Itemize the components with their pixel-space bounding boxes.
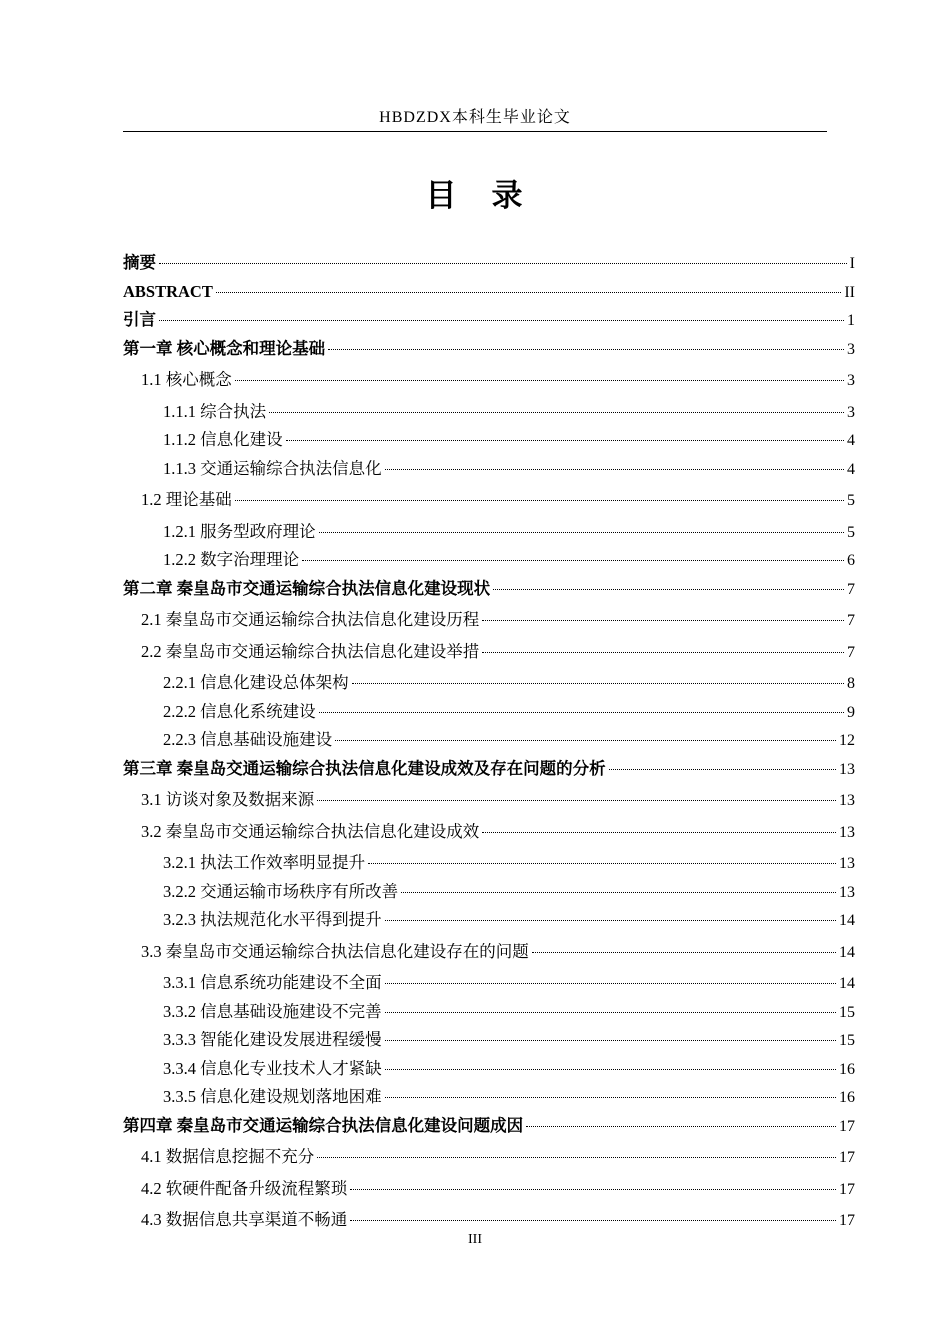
page-footer (0, 1232, 950, 1248)
toc-entry-label: 第三章 秦皇岛交通运输综合执法信息化建设成效及存在问题的分析 (123, 758, 606, 778)
dot-leader (350, 1220, 836, 1221)
toc-entry-label: 3.2.2 交通运输市场秩序有所改善 (163, 881, 399, 901)
dot-leader (159, 320, 844, 321)
toc-entry[interactable] (123, 755, 855, 784)
toc-entry[interactable] (123, 998, 855, 1027)
toc-entry-label: 3.3.5 信息化建设规划落地困难 (163, 1087, 382, 1106)
toc-entry[interactable] (123, 249, 855, 278)
toc-entry-page: 6 (847, 552, 855, 569)
dot-leader (526, 1126, 836, 1127)
dot-leader (482, 620, 844, 621)
dot-leader (235, 500, 844, 501)
page-title: 目 录 (425, 178, 525, 213)
toc-entry-label: 第四章 秦皇岛市交通运输综合执法信息化建设问题成因 (123, 1115, 524, 1135)
dot-leader (401, 892, 836, 893)
toc-entry-page: 7 (847, 580, 855, 598)
toc-entry-label: 1.2.2 数字治理理论 (163, 550, 300, 569)
dot-leader (216, 292, 841, 293)
dot-leader (609, 769, 836, 770)
toc-entry-page: 3 (847, 403, 855, 421)
dot-leader (385, 1069, 836, 1070)
toc-entry-page: 14 (839, 912, 855, 929)
footer-page-number: III (468, 1232, 482, 1247)
toc-entry-label: 3.2 秦皇岛市交通运输综合执法信息化建设成效 (141, 821, 480, 841)
toc-entry[interactable] (123, 366, 855, 395)
toc-entry[interactable] (123, 278, 855, 307)
toc-entry-label: 2.1 秦皇岛市交通运输综合执法信息化建设历程 (141, 610, 480, 629)
dot-leader (159, 263, 847, 264)
toc-entry[interactable] (123, 606, 855, 635)
toc-entry-page: 12 (839, 732, 855, 749)
toc-entry-label: 2.2.1 信息化建设总体架构 (163, 673, 349, 692)
toc-entry-page: 17 (839, 1117, 855, 1135)
toc-entry-page: 15 (839, 1032, 855, 1049)
toc-entry[interactable] (123, 1055, 855, 1084)
toc-entry-label: 3.3 秦皇岛市交通运输综合执法信息化建设存在的问题 (141, 941, 529, 961)
toc-entry[interactable] (123, 849, 855, 878)
toc-entry[interactable] (123, 1083, 855, 1112)
toc-entry-label: 4.2 软硬件配备升级流程繁琐 (141, 1178, 348, 1198)
toc-entry[interactable] (123, 669, 855, 698)
toc-entry-label: 4.3 数据信息共享渠道不畅通 (141, 1210, 348, 1229)
toc-entry-page: 16 (839, 1060, 855, 1078)
dot-leader (269, 412, 844, 413)
toc-entry[interactable] (123, 938, 855, 967)
toc-entry-page: 17 (839, 1149, 855, 1166)
toc-entry[interactable] (123, 1175, 855, 1204)
toc-entry-page: 9 (847, 703, 855, 721)
toc-entry-label: 摘要 (123, 253, 156, 272)
dot-leader (482, 652, 844, 653)
dot-leader (482, 832, 836, 833)
toc-entry-page: 8 (847, 675, 855, 692)
toc-entry-page: 13 (839, 792, 855, 809)
dot-leader (235, 380, 844, 381)
toc-entry-label: 第一章 核心概念和理论基础 (123, 338, 326, 358)
dot-leader (335, 740, 836, 741)
toc-entry-page: 5 (847, 492, 855, 509)
toc-entry[interactable] (123, 575, 855, 604)
toc-entry[interactable] (123, 786, 855, 815)
dot-leader (385, 1040, 836, 1041)
toc-entry-page: 1 (847, 312, 855, 329)
toc-entry[interactable] (123, 1026, 855, 1055)
toc-entry-label: 3.2.3 执法规范化水平得到提升 (163, 910, 382, 929)
toc-entry-label: 2.2.2 信息化系统建设 (163, 701, 316, 721)
toc-entry[interactable] (123, 398, 855, 427)
toc-entry[interactable] (123, 518, 855, 547)
toc-entry[interactable] (123, 455, 855, 484)
toc-entry[interactable] (123, 878, 855, 907)
toc-entry-page: 3 (847, 340, 855, 358)
toc-entry-page: 14 (839, 975, 855, 992)
toc-entry[interactable] (123, 969, 855, 998)
dot-leader (319, 712, 844, 713)
toc-entry-label: 2.2 秦皇岛市交通运输综合执法信息化建设举措 (141, 641, 480, 661)
dot-leader (350, 1189, 836, 1190)
toc-entry-label: 第二章 秦皇岛市交通运输综合执法信息化建设现状 (123, 578, 491, 598)
toc-entry-label: 3.2.1 执法工作效率明显提升 (163, 853, 366, 872)
dot-leader (532, 952, 836, 953)
toc-entry[interactable] (123, 486, 855, 515)
dot-leader (317, 800, 836, 801)
dot-leader (352, 683, 844, 684)
dot-leader (317, 1157, 836, 1158)
dot-leader (385, 920, 836, 921)
toc-entry-page: 16 (839, 1089, 855, 1106)
toc-entry-page: 14 (839, 943, 855, 961)
header-title: HBDZDX本科生毕业论文 (379, 109, 571, 126)
toc-entry-page: 13 (839, 760, 855, 778)
toc-entry[interactable] (123, 335, 855, 364)
toc-entry-page: 4 (847, 460, 855, 478)
toc-entry-label: 3.3.1 信息系统功能建设不全面 (163, 973, 382, 992)
dot-leader (385, 1012, 836, 1013)
dot-leader (319, 532, 844, 533)
toc-entry[interactable] (123, 906, 855, 935)
toc-entry-label: 1.1.3 交通运输综合执法信息化 (163, 458, 382, 478)
dot-leader (493, 589, 844, 590)
dot-leader (385, 983, 836, 984)
toc-entry[interactable] (123, 698, 855, 727)
dot-leader (302, 560, 844, 561)
toc-entry-page: 13 (839, 855, 855, 872)
toc-entry[interactable] (123, 306, 855, 335)
toc-entry[interactable] (123, 426, 855, 455)
toc-entry[interactable] (123, 1206, 855, 1235)
toc-entry[interactable] (123, 638, 855, 667)
toc-entry-label: 1.2.1 服务型政府理论 (163, 521, 316, 541)
toc-entry-label: 2.2.3 信息基础设施建设 (163, 730, 333, 749)
toc-entry-page: 15 (839, 1003, 855, 1021)
toc-entry-label: 4.1 数据信息挖掘不充分 (141, 1147, 315, 1166)
toc-entry-label: 1.1.1 综合执法 (163, 401, 267, 421)
toc-entry-label: 引言 (123, 310, 156, 329)
toc-entry-page: I (849, 255, 855, 272)
toc-entry-label: 1.2 理论基础 (141, 490, 232, 509)
toc-entry-label: ABSTRACT (123, 281, 213, 301)
toc-entry-page: 17 (839, 1180, 855, 1198)
toc-entry-page: 5 (847, 523, 855, 541)
toc-entry-page: 7 (847, 612, 855, 629)
dot-leader (368, 863, 836, 864)
toc-entry-label: 3.1 访谈对象及数据来源 (141, 790, 315, 809)
toc-entry[interactable] (123, 726, 855, 755)
page-header (123, 0, 827, 132)
toc-entry-page: 13 (839, 823, 855, 841)
toc-entry-page: 3 (847, 372, 855, 389)
toc-entry[interactable] (123, 818, 855, 847)
dot-leader (385, 1097, 836, 1098)
toc-entry-page: 17 (839, 1212, 855, 1229)
toc-entry[interactable] (123, 546, 855, 575)
dot-leader (328, 349, 844, 350)
toc-entry[interactable] (123, 1143, 855, 1172)
table-of-contents (123, 249, 855, 1235)
dot-leader (385, 469, 844, 470)
toc-entry-label: 3.3.2 信息基础设施建设不完善 (163, 1001, 382, 1021)
toc-entry-page: 4 (847, 432, 855, 449)
toc-entry-page: II (844, 283, 855, 301)
toc-entry[interactable] (123, 1112, 855, 1141)
toc-entry-label: 3.3.4 信息化专业技术人才紧缺 (163, 1058, 382, 1078)
toc-entry-label: 3.3.3 智能化建设发展进程缓慢 (163, 1030, 382, 1049)
toc-entry-label: 1.1.2 信息化建设 (163, 430, 283, 449)
dot-leader (286, 440, 844, 441)
toc-entry-label: 1.1 核心概念 (141, 370, 232, 389)
toc-entry-page: 7 (847, 643, 855, 661)
toc-entry-page: 13 (839, 883, 855, 901)
